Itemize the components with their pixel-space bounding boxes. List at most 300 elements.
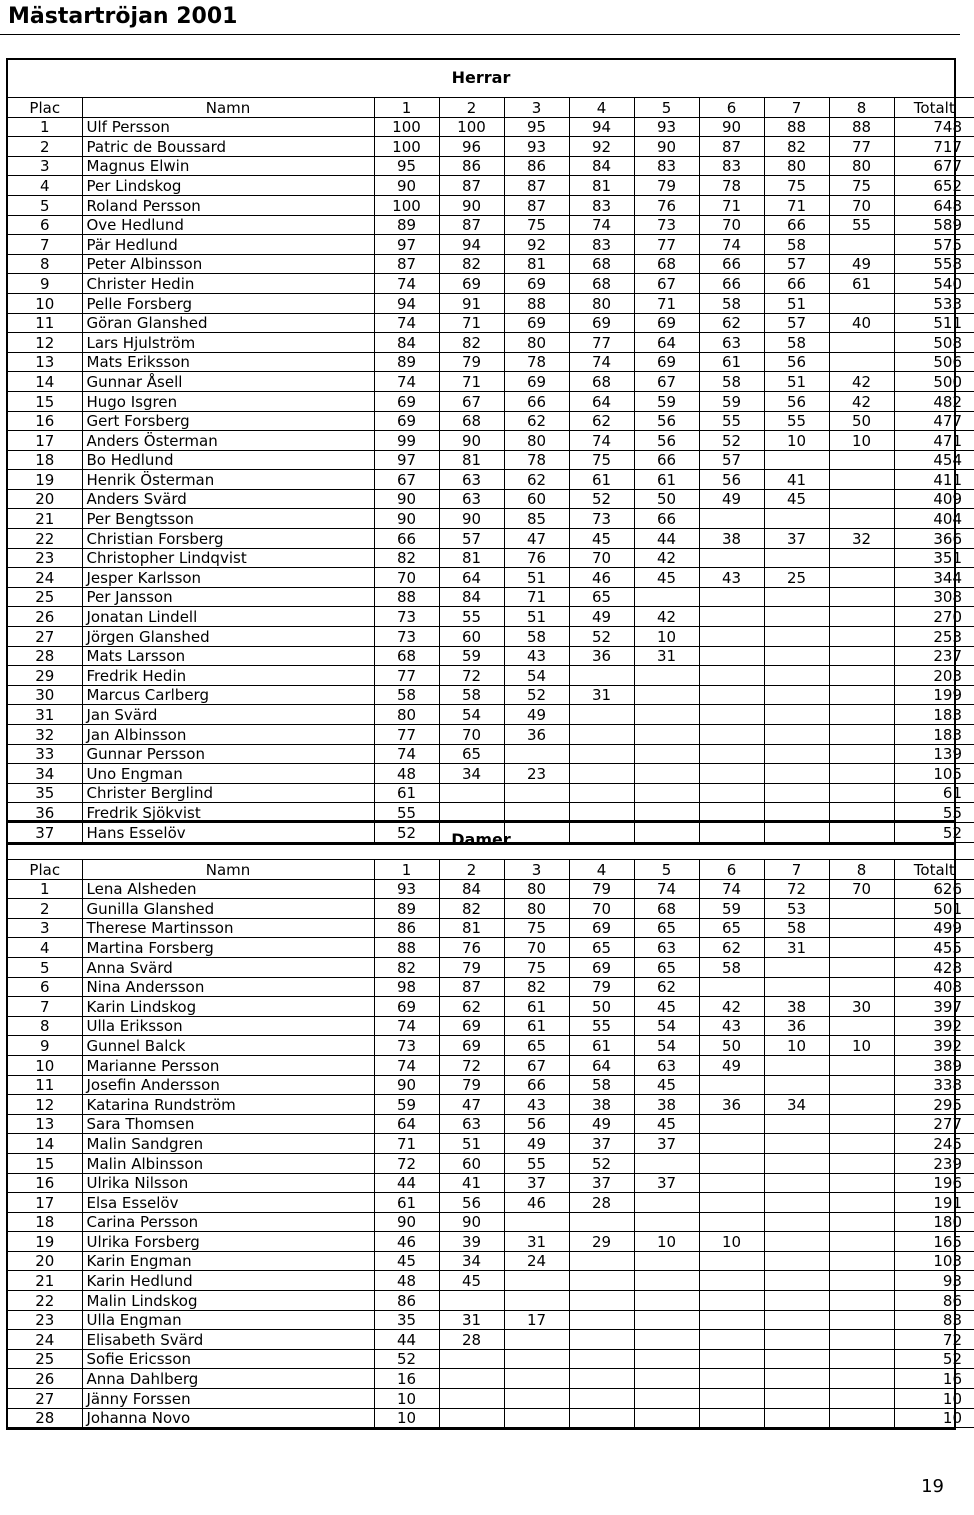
round-score-cell: 31 [439, 1310, 504, 1330]
round-score-cell [569, 1330, 634, 1350]
round-score-cell: 61 [569, 1036, 634, 1056]
round-score-cell [764, 705, 829, 725]
round-score-cell [504, 1389, 569, 1409]
round-score-cell [764, 1212, 829, 1232]
round-score-cell [764, 1310, 829, 1330]
placement-cell: 23 [8, 1310, 82, 1330]
total-cell: 199 [894, 685, 974, 705]
column-header: 3 [504, 98, 569, 118]
round-score-cell [569, 1251, 634, 1271]
round-score-cell: 69 [569, 918, 634, 938]
round-score-cell: 37 [764, 529, 829, 549]
total-cell: 482 [894, 391, 974, 411]
round-score-cell: 52 [374, 1349, 439, 1369]
round-score-cell: 69 [439, 1016, 504, 1036]
total-cell: 180 [894, 1212, 974, 1232]
name-cell: Ulf Persson [82, 117, 374, 137]
round-score-cell: 69 [634, 352, 699, 372]
round-score-cell: 45 [634, 1075, 699, 1095]
round-score-cell: 10 [374, 1408, 439, 1428]
total-cell: 61 [894, 783, 974, 803]
round-score-cell: 41 [439, 1173, 504, 1193]
total-cell: 183 [894, 705, 974, 725]
round-score-cell: 88 [374, 587, 439, 607]
round-score-cell: 64 [374, 1114, 439, 1134]
total-cell: 366 [894, 529, 974, 549]
round-score-cell [829, 1114, 894, 1134]
herrar-heading: Herrar [451, 68, 511, 87]
round-score-cell [829, 470, 894, 490]
round-score-cell: 71 [634, 293, 699, 313]
round-score-cell: 66 [634, 509, 699, 529]
total-cell: 471 [894, 431, 974, 451]
round-score-cell: 90 [374, 1075, 439, 1095]
round-score-cell: 55 [829, 215, 894, 235]
round-score-cell [634, 587, 699, 607]
round-score-cell: 49 [569, 1114, 634, 1134]
round-score-cell [829, 1075, 894, 1095]
total-cell: 589 [894, 215, 974, 235]
round-score-cell: 94 [439, 235, 504, 255]
round-score-cell: 88 [504, 293, 569, 313]
round-score-cell: 44 [374, 1173, 439, 1193]
table-row [8, 1016, 974, 1036]
table-row [8, 548, 974, 568]
round-score-cell [634, 666, 699, 686]
placement-cell: 13 [8, 352, 82, 372]
round-score-cell: 17 [504, 1310, 569, 1330]
round-score-cell: 70 [504, 938, 569, 958]
round-score-cell [829, 1349, 894, 1369]
round-score-cell: 31 [634, 646, 699, 666]
round-score-cell [699, 607, 764, 627]
round-score-cell [764, 627, 829, 647]
round-score-cell: 34 [439, 1251, 504, 1271]
name-cell: Per Jansson [82, 587, 374, 607]
round-score-cell [764, 548, 829, 568]
round-score-cell [829, 666, 894, 686]
round-score-cell: 10 [634, 1232, 699, 1252]
name-cell: Bo Hedlund [82, 450, 374, 470]
round-score-cell: 75 [504, 215, 569, 235]
round-score-cell [439, 1369, 504, 1389]
round-score-cell: 38 [764, 997, 829, 1017]
round-score-cell: 58 [374, 685, 439, 705]
round-score-cell [764, 509, 829, 529]
round-score-cell: 55 [699, 411, 764, 431]
table-row [8, 568, 974, 588]
round-score-cell: 90 [439, 509, 504, 529]
placement-cell: 10 [8, 293, 82, 313]
round-score-cell [764, 957, 829, 977]
round-score-cell [699, 666, 764, 686]
round-score-cell: 60 [504, 489, 569, 509]
placement-cell: 20 [8, 1251, 82, 1271]
round-score-cell: 45 [374, 1251, 439, 1271]
round-score-cell: 82 [439, 254, 504, 274]
round-score-cell: 61 [634, 470, 699, 490]
column-header: 7 [764, 98, 829, 118]
name-cell: Jan Svärd [82, 705, 374, 725]
round-score-cell [764, 1251, 829, 1271]
round-score-cell [829, 899, 894, 919]
round-score-cell: 70 [829, 879, 894, 899]
round-score-cell: 62 [569, 411, 634, 431]
name-cell: Pär Hedlund [82, 235, 374, 255]
round-score-cell: 84 [439, 587, 504, 607]
round-score-cell [829, 1193, 894, 1213]
name-cell: Jörgen Glanshed [82, 627, 374, 647]
round-score-cell: 51 [439, 1134, 504, 1154]
table-row [8, 117, 974, 137]
name-cell: Karin Lindskog [82, 997, 374, 1017]
round-score-cell: 79 [569, 879, 634, 899]
round-score-cell: 55 [374, 803, 439, 823]
round-score-cell [439, 783, 504, 803]
column-header: 8 [829, 860, 894, 880]
round-score-cell [634, 1349, 699, 1369]
round-score-cell [634, 1193, 699, 1213]
herrar-results-panel [6, 58, 962, 845]
column-header: 3 [504, 860, 569, 880]
name-cell: Göran Glanshed [82, 313, 374, 333]
table-row [8, 783, 974, 803]
round-score-cell: 55 [504, 1153, 569, 1173]
round-score-cell: 64 [569, 391, 634, 411]
round-score-cell [764, 1271, 829, 1291]
placement-cell: 17 [8, 431, 82, 451]
total-cell: 52 [894, 822, 974, 842]
round-score-cell: 28 [439, 1330, 504, 1350]
round-score-cell: 75 [504, 957, 569, 977]
round-score-cell: 58 [699, 372, 764, 392]
placement-cell: 32 [8, 725, 82, 745]
name-cell: Christer Hedin [82, 274, 374, 294]
placement-cell: 12 [8, 333, 82, 353]
round-score-cell: 69 [504, 274, 569, 294]
round-score-cell: 71 [699, 195, 764, 215]
total-cell: 499 [894, 918, 974, 938]
round-score-cell [829, 352, 894, 372]
round-score-cell: 57 [764, 254, 829, 274]
round-score-cell [764, 1408, 829, 1428]
name-cell: Fredrik Hedin [82, 666, 374, 686]
round-score-cell: 70 [439, 725, 504, 745]
round-score-cell [699, 1310, 764, 1330]
table-row [8, 1389, 974, 1409]
round-score-cell: 59 [699, 391, 764, 411]
placement-cell: 24 [8, 568, 82, 588]
name-cell: Christian Forsberg [82, 529, 374, 549]
round-score-cell: 51 [764, 293, 829, 313]
round-score-cell: 62 [504, 470, 569, 490]
name-cell: Malin Lindskog [82, 1291, 374, 1311]
round-score-cell: 87 [504, 176, 569, 196]
round-score-cell: 63 [699, 333, 764, 353]
placement-cell: 7 [8, 997, 82, 1017]
placement-cell: 27 [8, 627, 82, 647]
round-score-cell: 82 [374, 548, 439, 568]
table-row [8, 1075, 974, 1095]
round-score-cell: 74 [374, 372, 439, 392]
table-row [8, 627, 974, 647]
round-score-cell: 56 [634, 411, 699, 431]
round-score-cell: 87 [699, 137, 764, 157]
round-score-cell: 79 [569, 977, 634, 997]
round-score-cell: 80 [569, 293, 634, 313]
name-cell: Jonatan Lindell [82, 607, 374, 627]
round-score-cell [569, 1212, 634, 1232]
placement-cell: 5 [8, 957, 82, 977]
round-score-cell: 63 [634, 1055, 699, 1075]
total-cell: 501 [894, 899, 974, 919]
name-cell: Karin Hedlund [82, 1271, 374, 1291]
table-row [8, 450, 974, 470]
round-score-cell: 52 [569, 627, 634, 647]
round-score-cell [699, 1212, 764, 1232]
name-cell: Mats Larsson [82, 646, 374, 666]
round-score-cell: 82 [374, 957, 439, 977]
round-score-cell [829, 764, 894, 784]
name-cell: Ulrika Nilsson [82, 1173, 374, 1193]
round-score-cell: 83 [569, 195, 634, 215]
column-header: Totalt [894, 98, 974, 118]
round-score-cell [699, 1408, 764, 1428]
placement-cell: 28 [8, 646, 82, 666]
column-header: 4 [569, 860, 634, 880]
round-score-cell [764, 450, 829, 470]
round-score-cell [764, 1330, 829, 1350]
round-score-cell: 78 [504, 450, 569, 470]
round-score-cell [699, 627, 764, 647]
placement-cell: 16 [8, 411, 82, 431]
name-cell: Hugo Isgren [82, 391, 374, 411]
round-score-cell: 99 [374, 431, 439, 451]
round-score-cell: 81 [504, 254, 569, 274]
total-cell: 392 [894, 1016, 974, 1036]
round-score-cell: 46 [569, 568, 634, 588]
round-score-cell [829, 235, 894, 255]
name-cell: Malin Albinsson [82, 1153, 374, 1173]
placement-cell: 16 [8, 1173, 82, 1193]
round-score-cell: 45 [439, 1271, 504, 1291]
round-score-cell: 92 [569, 137, 634, 157]
round-score-cell [569, 1389, 634, 1409]
total-cell: 404 [894, 509, 974, 529]
table-row [8, 274, 974, 294]
round-score-cell: 74 [569, 352, 634, 372]
round-score-cell: 58 [764, 918, 829, 938]
round-score-cell: 92 [504, 235, 569, 255]
total-cell: 428 [894, 957, 974, 977]
placement-cell: 37 [8, 822, 82, 842]
placement-cell: 30 [8, 685, 82, 705]
round-score-cell [829, 1310, 894, 1330]
round-score-cell: 57 [699, 450, 764, 470]
column-header: 4 [569, 98, 634, 118]
round-score-cell [699, 587, 764, 607]
table-row [8, 235, 974, 255]
round-score-cell [699, 744, 764, 764]
placement-cell: 15 [8, 391, 82, 411]
round-score-cell: 16 [374, 1369, 439, 1389]
round-score-cell: 68 [569, 274, 634, 294]
round-score-cell [699, 977, 764, 997]
herrar-results-table [8, 97, 974, 843]
round-score-cell [569, 764, 634, 784]
round-score-cell: 48 [374, 1271, 439, 1291]
round-score-cell: 36 [569, 646, 634, 666]
round-score-cell: 59 [699, 899, 764, 919]
round-score-cell: 89 [374, 352, 439, 372]
round-score-cell [764, 1232, 829, 1252]
round-score-cell: 98 [374, 977, 439, 997]
round-score-cell [829, 1134, 894, 1154]
name-cell: Gunnel Balck [82, 1036, 374, 1056]
round-score-cell [699, 509, 764, 529]
total-cell: 308 [894, 587, 974, 607]
round-score-cell: 76 [504, 548, 569, 568]
round-score-cell [569, 783, 634, 803]
round-score-cell [699, 1134, 764, 1154]
round-score-cell [764, 1389, 829, 1409]
round-score-cell: 62 [504, 411, 569, 431]
round-score-cell: 64 [439, 568, 504, 588]
round-score-cell: 68 [634, 899, 699, 919]
placement-cell: 17 [8, 1193, 82, 1213]
table-row [8, 1310, 974, 1330]
round-score-cell: 54 [634, 1036, 699, 1056]
table-row [8, 176, 974, 196]
round-score-cell [829, 1173, 894, 1193]
round-score-cell [699, 1330, 764, 1350]
round-score-cell: 60 [439, 1153, 504, 1173]
round-score-cell: 10 [764, 431, 829, 451]
placement-cell: 34 [8, 764, 82, 784]
round-score-cell: 54 [439, 705, 504, 725]
placement-cell: 29 [8, 666, 82, 686]
round-score-cell [634, 1153, 699, 1173]
round-score-cell: 58 [569, 1075, 634, 1095]
round-score-cell: 42 [699, 997, 764, 1017]
total-cell: 295 [894, 1095, 974, 1115]
round-score-cell: 49 [569, 607, 634, 627]
round-score-cell [699, 646, 764, 666]
total-cell: 397 [894, 997, 974, 1017]
round-score-cell [699, 783, 764, 803]
round-score-cell: 64 [569, 1055, 634, 1075]
round-score-cell: 88 [374, 938, 439, 958]
round-score-cell [764, 587, 829, 607]
round-score-cell: 51 [504, 607, 569, 627]
table-row [8, 1036, 974, 1056]
total-cell: 575 [894, 235, 974, 255]
name-cell: Sara Thomsen [82, 1114, 374, 1134]
placement-cell: 15 [8, 1153, 82, 1173]
round-score-cell [764, 1291, 829, 1311]
round-score-cell: 66 [764, 215, 829, 235]
round-score-cell: 57 [439, 529, 504, 549]
round-score-cell: 60 [439, 627, 504, 647]
round-score-cell: 63 [439, 489, 504, 509]
placement-cell: 22 [8, 529, 82, 549]
round-score-cell: 94 [374, 293, 439, 313]
total-cell: 203 [894, 666, 974, 686]
name-cell: Johanna Novo [82, 1408, 374, 1428]
round-score-cell: 34 [439, 764, 504, 784]
total-cell: 392 [894, 1036, 974, 1056]
round-score-cell [439, 1389, 504, 1409]
round-score-cell: 74 [374, 274, 439, 294]
placement-cell: 10 [8, 1055, 82, 1075]
round-score-cell [829, 1389, 894, 1409]
table-row [8, 666, 974, 686]
round-score-cell [634, 685, 699, 705]
round-score-cell [634, 1408, 699, 1428]
round-score-cell: 100 [374, 195, 439, 215]
round-score-cell [829, 1330, 894, 1350]
round-score-cell [764, 1193, 829, 1213]
round-score-cell: 71 [504, 587, 569, 607]
total-cell: 540 [894, 274, 974, 294]
column-header: 5 [634, 98, 699, 118]
round-score-cell: 36 [504, 725, 569, 745]
round-score-cell: 68 [569, 254, 634, 274]
column-header: Namn [82, 98, 374, 118]
round-score-cell [634, 1310, 699, 1330]
placement-cell: 18 [8, 450, 82, 470]
round-score-cell: 93 [374, 879, 439, 899]
table-row [8, 1408, 974, 1428]
round-score-cell: 46 [504, 1193, 569, 1213]
total-cell: 626 [894, 879, 974, 899]
table-row [8, 899, 974, 919]
round-score-cell: 65 [699, 918, 764, 938]
round-score-cell: 37 [504, 1173, 569, 1193]
placement-cell: 33 [8, 744, 82, 764]
round-score-cell: 78 [504, 352, 569, 372]
round-score-cell: 42 [829, 391, 894, 411]
herrar-header-row [8, 98, 974, 118]
placement-cell: 23 [8, 548, 82, 568]
column-header: 7 [764, 860, 829, 880]
table-row [8, 411, 974, 431]
round-score-cell: 62 [699, 313, 764, 333]
total-cell: 533 [894, 293, 974, 313]
round-score-cell: 69 [374, 411, 439, 431]
total-cell: 717 [894, 137, 974, 157]
round-score-cell [569, 725, 634, 745]
round-score-cell: 66 [504, 391, 569, 411]
table-row [8, 957, 974, 977]
column-header: 6 [699, 98, 764, 118]
round-score-cell: 50 [634, 489, 699, 509]
round-score-cell: 89 [374, 215, 439, 235]
round-score-cell: 61 [504, 1016, 569, 1036]
total-cell: 52 [894, 1349, 974, 1369]
round-score-cell: 90 [439, 195, 504, 215]
round-score-cell: 67 [374, 470, 439, 490]
table-row [8, 997, 974, 1017]
name-cell: Christer Berglind [82, 783, 374, 803]
round-score-cell: 67 [439, 391, 504, 411]
round-score-cell: 31 [569, 685, 634, 705]
total-cell: 748 [894, 117, 974, 137]
round-score-cell [634, 1271, 699, 1291]
round-score-cell [829, 1016, 894, 1036]
name-cell: Carina Persson [82, 1212, 374, 1232]
name-cell: Katarina Rundström [82, 1095, 374, 1115]
